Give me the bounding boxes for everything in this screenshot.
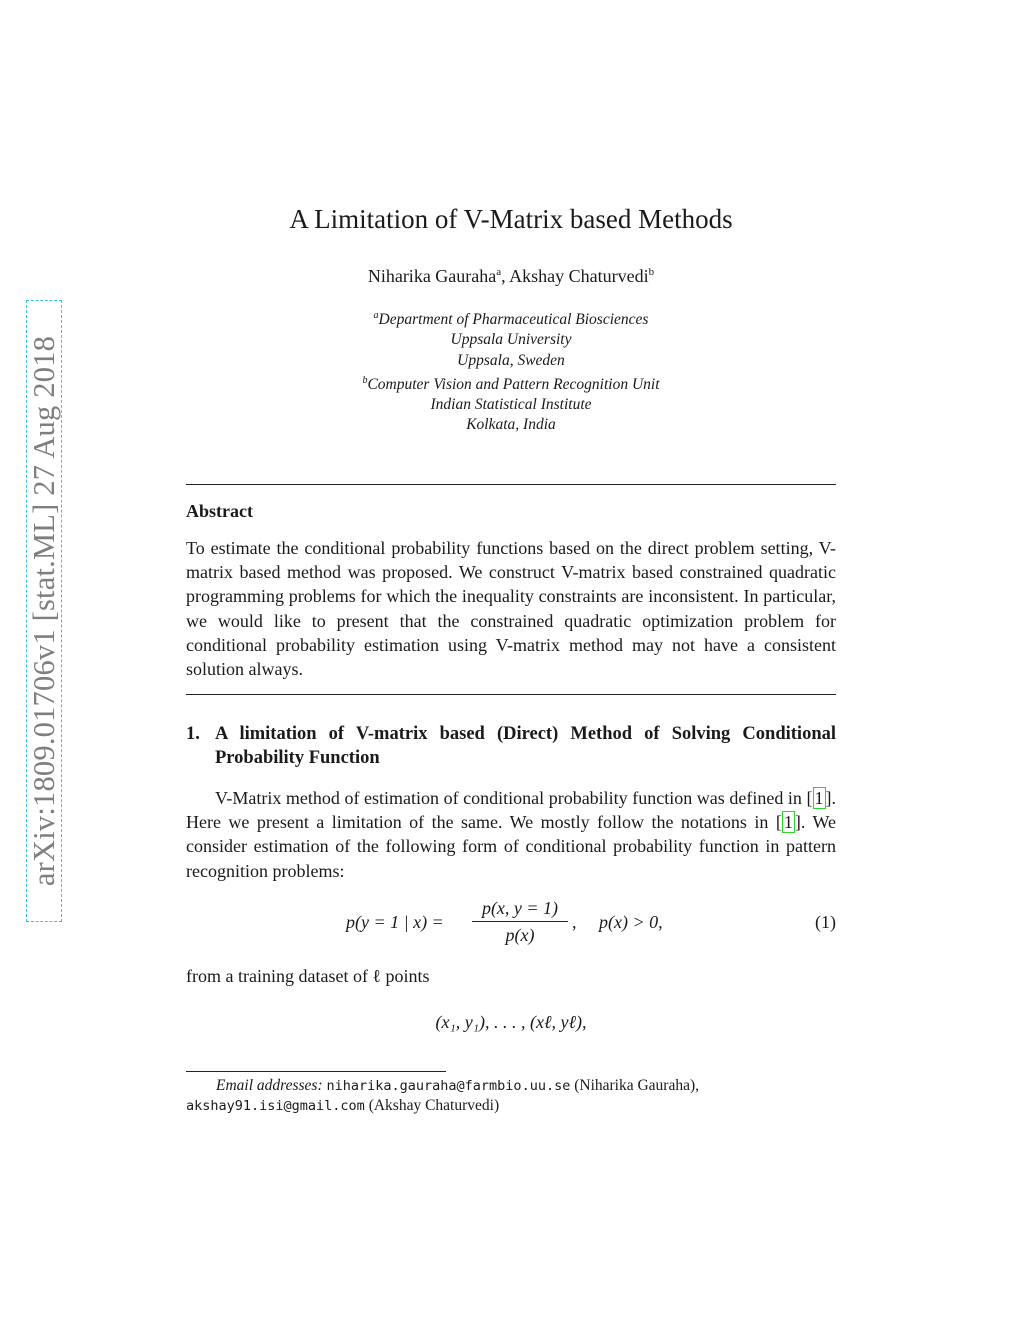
affiliations — [186, 306, 836, 436]
author-name: Niharika Gauraha — [367, 266, 497, 286]
affiliation-line: $^a$Department of Pharmaceutical Biosciences — [373, 310, 649, 329]
body-text-line: from a training dataset of ℓ points — [186, 966, 430, 986]
footnote-rule — [186, 1071, 446, 1072]
equation-lhs: p(y = 1 | x) = — [346, 912, 444, 932]
author-name: Akshay Chaturvedi — [509, 266, 649, 286]
section-number: 1. — [186, 724, 200, 744]
footnote-label: Email addresses: — [216, 1077, 323, 1094]
affiliation-line: Uppsala University — [450, 331, 572, 349]
equation-fraction — [472, 898, 568, 946]
fraction-bar — [472, 921, 568, 922]
abstract-bottom-rule — [186, 694, 836, 695]
affiliation-line: $^b$Computer Vision and Pattern Recognition Unit — [362, 374, 660, 393]
affiliation-line: Kolkata, India — [466, 416, 556, 434]
author-mark: a — [496, 266, 502, 278]
fraction-numerator: p(x, y = 1) — [481, 898, 559, 918]
body-paragraph: V-Matrix method of estimation of conditional probability function was defined in [ 1 ]. Here we present a limitation of the same. We mostly follow the notations in [ 1 ]. We consider estimation of the following form of conditional probability function in pattern recognition problems: — [186, 788, 836, 881]
email-link[interactable]: niharika.gauraha@farmbio.uu.se — [326, 1078, 571, 1094]
affiliation-line: Uppsala, Sweden — [457, 351, 565, 369]
arxiv-stamp[interactable]: arXiv:1809.01706v1 [stat.ML] 27 Aug 2018 — [27, 335, 61, 887]
abstract-top-rule — [186, 484, 836, 485]
citation-link[interactable]: 1 — [814, 788, 824, 808]
section-title: A limitation of V-matrix based (Direct) Method of Solving Conditional Probability Function — [215, 724, 836, 768]
abstract-heading: Abstract — [186, 501, 253, 521]
email-link[interactable]: akshay91.isi@gmail.com — [186, 1098, 365, 1114]
fraction-denominator: p(x) — [505, 925, 535, 945]
abstract-text: To estimate the conditional probability functions based on the direct problem setting, V-matrix based method was proposed. We construct V-matrix based constrained quadratic programming problems for which the inequality constraints are inconsistent. In particular, we would like to present that the constrained quadratic optimization problem for conditional probability estimation using V-matrix method may not have a consistent solution always. — [186, 538, 836, 680]
affiliation-line: Indian Statistical Institute — [430, 396, 592, 414]
section-heading — [186, 722, 836, 770]
author-mark: b — [648, 266, 655, 278]
points-expression: (x₁, y₁), . . . , (xℓ, yℓ), — [435, 1012, 587, 1032]
author-list: Niharika Gauraha$^a$, Akshay Chaturvedi$^b$ — [367, 266, 655, 286]
footnote: Email addresses: niharika.gauraha@farmbio.uu.se (Niharika Gauraha), akshay91.isi@gmail.com (Akshay Chaturvedi) — [186, 1077, 700, 1114]
equation-1 — [186, 898, 836, 952]
equation-number: (1) — [815, 912, 836, 932]
citation-link[interactable]: 1 — [783, 812, 793, 833]
paper-title: A Limitation of V-Matrix based Methods — [289, 204, 733, 234]
equation-rhs: , p(x) > 0, — [572, 912, 663, 932]
